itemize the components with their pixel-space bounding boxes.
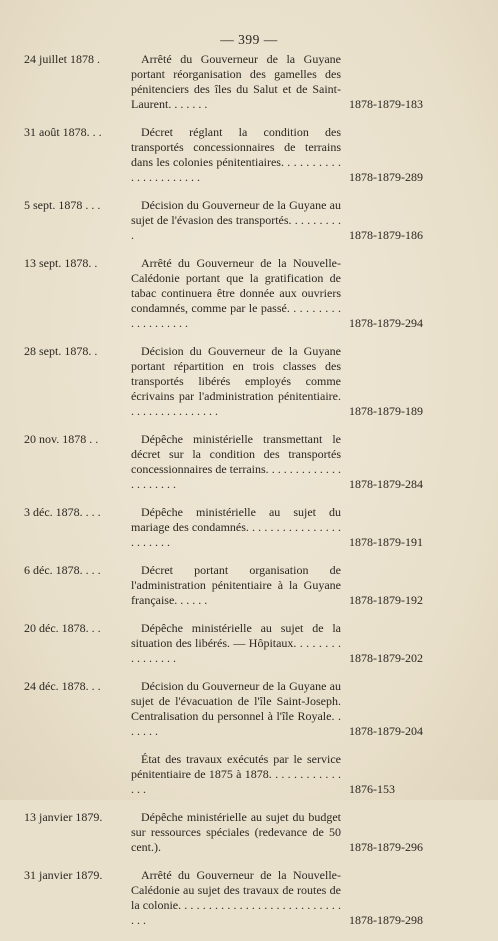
entry-reference: 1878-1879-183 xyxy=(349,97,423,111)
entry-text: Arrêté du Gouverneur de la Guyane portant réorganisation des gamelles des pénitenciers des îles du Salut et de Saint-Laurent. . . . . . . xyxy=(131,52,341,111)
entry-reference: 1878-1879-189 xyxy=(349,404,423,418)
entry-date: 24 juillet 1878 . xyxy=(24,52,100,66)
entry-text: Arrêté du Gouverneur de la Nouvelle-Calédonie portant que la gratification de tabac continuera être donnée aux ouvriers condamnés, comme par le passé. . . . . . . . . . . . . . . . . . . xyxy=(131,256,341,330)
entry-date: 5 sept. 1878 . . . xyxy=(24,198,101,212)
entry-date: 20 déc. 1878. . . xyxy=(24,621,101,635)
entry-date: 31 janvier 1879. xyxy=(24,868,103,882)
entry-date: 13 janvier 1879. xyxy=(24,810,103,824)
entry-reference: 1878-1879-186 xyxy=(349,228,423,242)
list-item xyxy=(24,752,480,797)
list-item xyxy=(24,344,480,419)
entry-text: Décision du Gouverneur de la Guyane au sujet de l'évacuation de l'île Saint-Joseph. Centralisation du personnel à l'île Royale. . . . . . . xyxy=(131,679,341,738)
list-item xyxy=(24,679,480,739)
entry-reference: 1878-1879-296 xyxy=(349,840,423,854)
entry-reference: 1876-153 xyxy=(349,782,395,796)
entry-text: Dépêche ministérielle au sujet de la situation des libérés. — Hôpitaux. . . . . . . . . . . . . . . . xyxy=(131,621,341,665)
entry-date: 20 nov. 1878 . . xyxy=(24,432,99,446)
list-item xyxy=(24,432,480,492)
list-item xyxy=(24,868,480,928)
entry-text: Décret réglant la condition des transportés concessionnaires de terrains dans les colonies pénitentiaires. . . . . . . . . . . . . . . . . . . . . . xyxy=(131,125,341,184)
entry-text: Dépêche ministérielle transmettant le décret sur la condition des transportés concessionnaires de terrains. . . . . . . . . . . . . . . . . . . . . xyxy=(131,432,341,491)
list-item xyxy=(24,198,480,243)
entry-text: Arrêté du Gouverneur de la Nouvelle-Calédonie au sujet des travaux de routes de la colonie. . . . . . . . . . . . . . . . . . . . . . . . . . . . . . xyxy=(131,868,341,927)
list-item xyxy=(24,256,480,331)
entry-date: 28 sept. 1878. . xyxy=(24,344,98,358)
list-item xyxy=(24,563,480,608)
list-item xyxy=(24,621,480,666)
entry-reference: 1878-1879-289 xyxy=(349,170,423,184)
entry-date: 3 déc. 1878. . . . xyxy=(24,505,101,519)
entry-text: Décision du Gouverneur de la Guyane au sujet de l'évasion des transportés. . . . . . . . . . xyxy=(131,198,341,242)
entry-reference: 1878-1879-204 xyxy=(349,724,423,738)
entry-reference: 1878-1879-298 xyxy=(349,913,423,927)
list-item xyxy=(24,125,480,185)
entry-date: 6 déc. 1878. . . . xyxy=(24,563,101,577)
entry-date: 13 sept. 1878. . xyxy=(24,256,98,270)
entry-text: Dépêche ministérielle au sujet du budget sur ressources spéciales (redevance de 50 cent.). xyxy=(131,810,341,854)
entry-reference: 1878-1879-202 xyxy=(349,651,423,665)
entry-reference: 1878-1879-284 xyxy=(349,477,423,491)
entry-date: 31 août 1878. . . xyxy=(24,125,102,139)
entry-list xyxy=(24,52,480,941)
entry-text: Décret portant organisation de l'administration pénitentiaire à la Guyane française. . . . . . xyxy=(131,563,341,607)
list-item xyxy=(24,505,480,550)
page-number: — 399 — xyxy=(220,32,278,47)
entry-reference: 1878-1879-294 xyxy=(349,316,423,330)
entry-text: Dépêche ministérielle au sujet du mariage des condamnés. . . . . . . . . . . . . . . . . . . . . . . xyxy=(131,505,341,549)
entry-text: Décision du Gouverneur de la Guyane portant répartition en trois classes des transportés libérés employés comme écrivains par l'administration pénitentiaire. . . . . . . . . . . . . . . . xyxy=(131,344,341,418)
entry-date: 24 déc. 1878. . . xyxy=(24,679,101,693)
entry-text: État des travaux exécutés par le service pénitentiaire de 1875 à 1878. . . . . . . . . . . . . . . xyxy=(131,752,341,796)
list-item xyxy=(24,52,480,112)
entry-reference: 1878-1879-191 xyxy=(349,535,423,549)
list-item xyxy=(24,810,480,855)
entry-reference: 1878-1879-192 xyxy=(349,593,423,607)
